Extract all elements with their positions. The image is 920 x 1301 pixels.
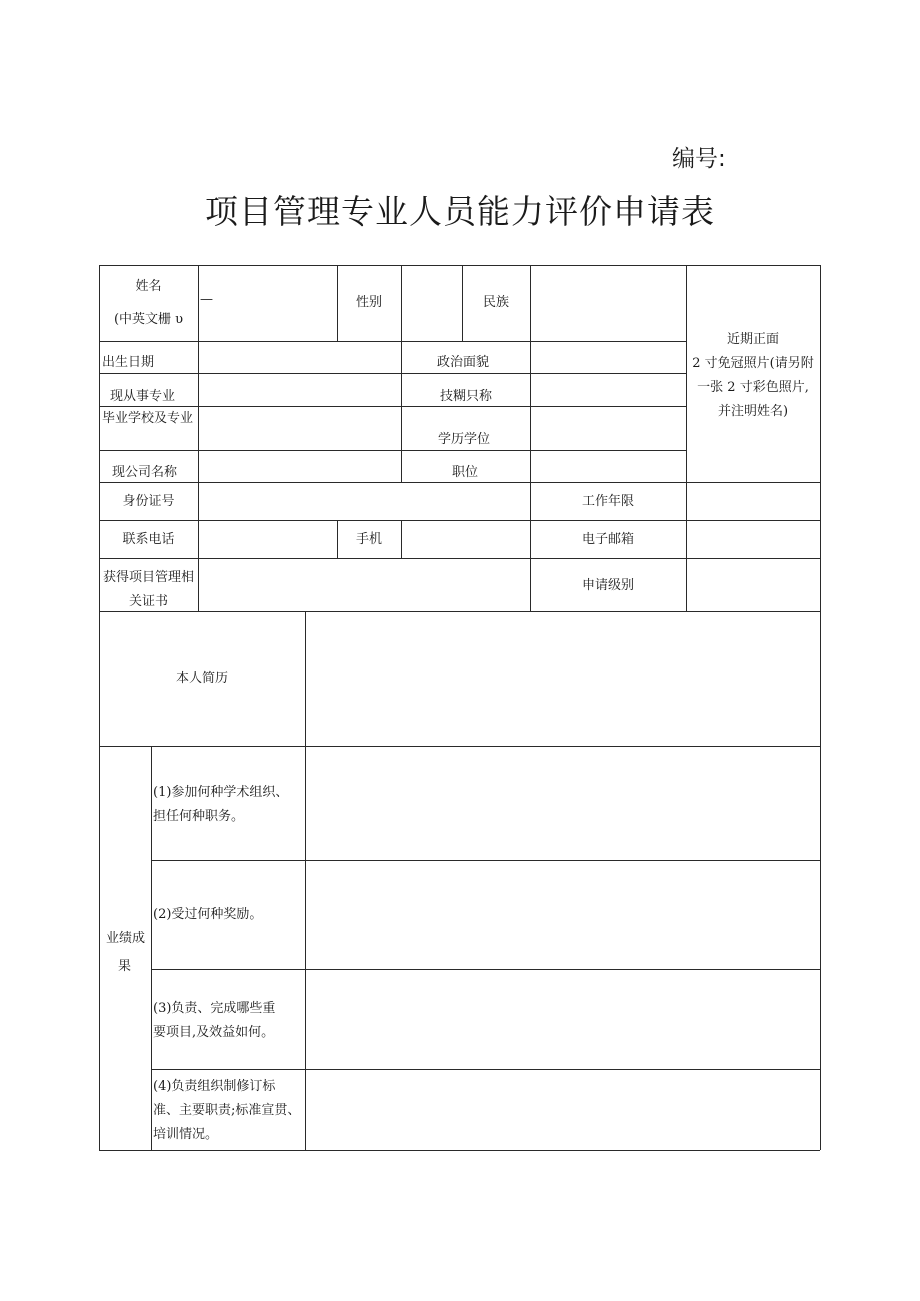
birth-date-label: 出生日期 [102, 355, 155, 370]
achievement-item-4-label [153, 1075, 300, 1147]
achievement-item-3-label [153, 997, 275, 1045]
photo-instruction-line: 近期正面 [726, 332, 779, 347]
political-status-field[interactable] [531, 342, 686, 373]
achievement-item-1-line: 担任何种职务。 [153, 809, 245, 824]
page-title: 项目管理专业人员能力评价申请表 [205, 192, 715, 231]
id-number-label: 身份证号 [122, 494, 175, 509]
gender-label: 性别 [355, 295, 382, 310]
serial-number-label: 编号: [672, 146, 726, 172]
apply-level-field[interactable] [687, 559, 820, 611]
certificate-label-line2: 关证书 [128, 594, 168, 609]
table-border-bottom [99, 1150, 820, 1151]
achievement-item-1-line: (1)参加何种学术组织、 [153, 785, 289, 800]
phone-label: 联系电话 [122, 532, 175, 547]
name-value[interactable]: — [200, 292, 213, 307]
work-years-field[interactable] [687, 483, 820, 520]
achievement-item-2-line: (2)受过何种奖励。 [153, 907, 263, 922]
achievement-item-4-line: 培训情况。 [153, 1127, 219, 1142]
political-status-label: 政治面貌 [437, 355, 490, 370]
name-label-sub: (中英文栅 υ [113, 312, 184, 327]
certificate-field[interactable] [199, 559, 530, 611]
professional-title-field[interactable] [531, 374, 686, 406]
email-field[interactable] [687, 521, 820, 558]
photo-instruction-line: 2 寸免冠照片(请另附 [692, 356, 814, 371]
achievement-item-4-field[interactable] [306, 1070, 820, 1150]
professional-title-label: 技糊只称 [440, 389, 493, 404]
company-name-label: 现公司名称 [112, 465, 178, 480]
achievement-item-3-line: (3)负责、完成哪些重 [153, 1001, 276, 1016]
resume-field[interactable] [306, 612, 820, 746]
school-major-label: 毕业学校及专业 [102, 411, 194, 426]
achievements-label-line2: 果 [118, 959, 132, 974]
photo-instruction-line: 一张 2 寸彩色照片, [697, 380, 809, 395]
mobile-label: 手机 [355, 532, 382, 547]
major-label: 现从事专业 [110, 389, 176, 404]
birth-date-field[interactable] [199, 342, 401, 373]
gender-field[interactable] [402, 266, 462, 341]
email-label: 电子邮箱 [581, 532, 634, 547]
col-line [151, 746, 152, 1150]
achievement-item-4-line: 准、主要职责;标准宣贯、 [153, 1103, 301, 1118]
apply-level-label: 申请级别 [581, 578, 634, 593]
achievement-item-3-field[interactable] [306, 970, 820, 1069]
table-border-left [99, 265, 100, 1150]
school-major-field[interactable] [199, 407, 401, 450]
position-field[interactable] [531, 451, 686, 482]
phone-field[interactable] [199, 521, 337, 558]
achievement-item-1-field[interactable] [306, 747, 820, 860]
ethnicity-label: 民族 [482, 295, 509, 310]
position-label: 职位 [452, 465, 479, 480]
resume-label: 本人简历 [175, 671, 228, 686]
major-field[interactable] [199, 374, 401, 406]
id-number-field[interactable] [199, 483, 530, 520]
table-border-right [820, 265, 821, 1150]
achievement-item-3-line: 要项目,及效益如何。 [153, 1025, 275, 1040]
ethnicity-field[interactable] [531, 266, 686, 341]
name-label: 姓名 [135, 279, 162, 294]
col-line [401, 341, 402, 482]
achievement-item-2-field[interactable] [306, 861, 820, 969]
work-years-label: 工作年限 [581, 494, 634, 509]
degree-label: 学历学位 [438, 432, 491, 447]
company-name-field[interactable] [199, 451, 401, 482]
photo-instruction-line: 并注明姓名) [717, 404, 789, 419]
achievement-item-2-label [153, 903, 262, 927]
certificate-label: 获得项目管理相 [102, 570, 194, 585]
photo-placeholder[interactable] [686, 328, 820, 424]
degree-field[interactable] [531, 407, 686, 450]
achievement-item-4-line: (4)负责组织制修订标 [153, 1079, 276, 1094]
achievement-item-1-label [153, 781, 288, 829]
achievements-label: 业绩成 [106, 931, 146, 946]
mobile-field[interactable] [402, 521, 530, 558]
